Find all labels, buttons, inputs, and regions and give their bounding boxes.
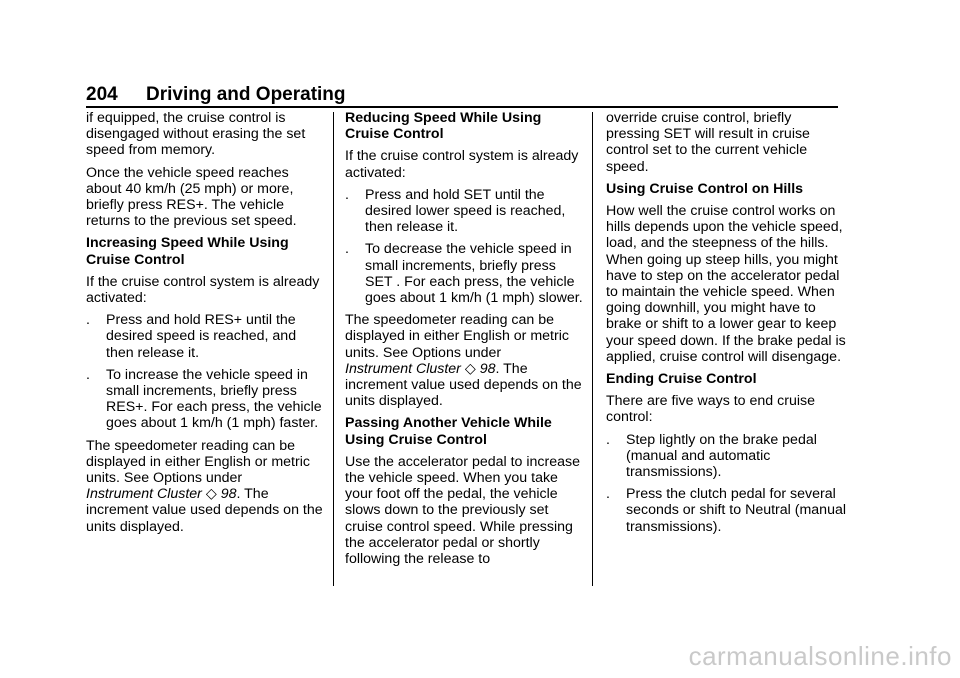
section-title: Driving and Operating	[146, 84, 346, 105]
paragraph: override cruise control, briefly pressing SET will result in cruise control set to the current vehicle speed.	[606, 110, 810, 175]
list-item	[606, 432, 846, 481]
paragraph-text: The speedometer reading can be displayed in either English or metric units. See Options under	[345, 312, 569, 361]
list-item-text: To decrease the vehicle speed in small increments, briefly press SET . For each press, the vehicle goes about 1 km/h (1 mph) slower.	[365, 241, 583, 307]
cross-reference-link[interactable]: Instrument Cluster	[345, 360, 461, 377]
paragraph: Use the accelerator pedal to increase the vehicle speed. When you take your foot off the pedal, the vehicle slows down to the previously set cruise control speed. While pressing the accelerator pedal or shortly following the release to	[345, 453, 581, 568]
list-item-text: Press and hold RES+ until the desired speed is reached, and then release it.	[106, 312, 297, 361]
list-item-text: Press and hold SET until the desired lower speed is reached, then release it.	[365, 186, 566, 236]
cross-reference-page[interactable]: 98	[220, 486, 237, 503]
page-header	[86, 84, 346, 106]
paragraph: If the cruise control system is already activated:	[86, 273, 320, 307]
list-item-text: Step lightly on the brake pedal (manual and automatic transmissions).	[626, 431, 817, 481]
subheading: Reducing Speed While Using Cruise Control	[345, 110, 542, 143]
paragraph: If the cruise control system is already activated:	[345, 148, 579, 181]
column-1	[86, 110, 326, 541]
page-ref-icon: ◇	[205, 486, 217, 503]
paragraph: How well the cruise control works on hills depends upon the vehicle speed, load, and the steepness of the hills. When going up steep hills, you might have to step on the accelerator pedal to maintain the vehicle speed. When going downhill, you might have to brake or shift to a lower gear to keep your speed down. If the brake pedal is applied, cruise control will disengage.	[606, 203, 846, 365]
bullet-icon: .	[606, 486, 610, 503]
cross-reference-link[interactable]: Instrument Cluster	[86, 486, 202, 503]
paragraph-text: . The increment value used depends on the units displayed.	[345, 360, 582, 410]
column-3	[606, 110, 846, 541]
paragraph	[86, 438, 326, 535]
paragraph-text: . The increment value used depends on the units displayed.	[86, 486, 323, 535]
subheading: Passing Another Vehicle While Using Cruise Control	[345, 415, 552, 448]
column-2	[345, 110, 585, 573]
subheading: Using Cruise Control on Hills	[606, 180, 804, 197]
paragraph-text: The speedometer reading can be displayed in either English or metric units. See Options under	[86, 437, 310, 487]
cross-reference-page[interactable]: 98	[479, 360, 496, 377]
paragraph: Once the vehicle speed reaches about 40 km/h (25 mph) or more, briefly press RES+. The vehicle returns to the previous set speed.	[86, 164, 297, 230]
bullet-icon: .	[86, 312, 90, 329]
list-item	[606, 486, 846, 535]
list-item	[345, 241, 585, 306]
header-rule	[86, 106, 838, 108]
column-divider-2	[592, 112, 593, 586]
subheading: Increasing Speed While Using Cruise Control	[86, 235, 289, 268]
list-item-text: To increase the vehicle speed in small increments, briefly press RES+. For each press, the vehicle goes about 1 km/h (1 mph) faster.	[106, 366, 322, 432]
bullet-icon: .	[345, 241, 349, 258]
paragraph	[345, 312, 585, 409]
column-divider-1	[333, 112, 334, 586]
list-item	[86, 312, 326, 361]
bullet-icon: .	[606, 431, 610, 448]
watermark: carmanualsonline.info	[688, 641, 952, 671]
list-item	[345, 187, 585, 236]
page-ref-icon: ◇	[464, 360, 476, 377]
list-item-text: Press the clutch pedal for several seconds or shift to Neutral (manual transmissions).	[626, 486, 847, 535]
list-item	[86, 367, 326, 432]
page-number: 204	[86, 84, 118, 105]
paragraph: if equipped, the cruise control is disengaged without erasing the set speed from memory.	[86, 110, 306, 159]
paragraph: There are five ways to end cruise control:	[606, 393, 815, 426]
subheading: Ending Cruise Control	[606, 371, 757, 388]
bullet-icon: .	[86, 366, 90, 383]
bullet-icon: .	[345, 186, 349, 203]
